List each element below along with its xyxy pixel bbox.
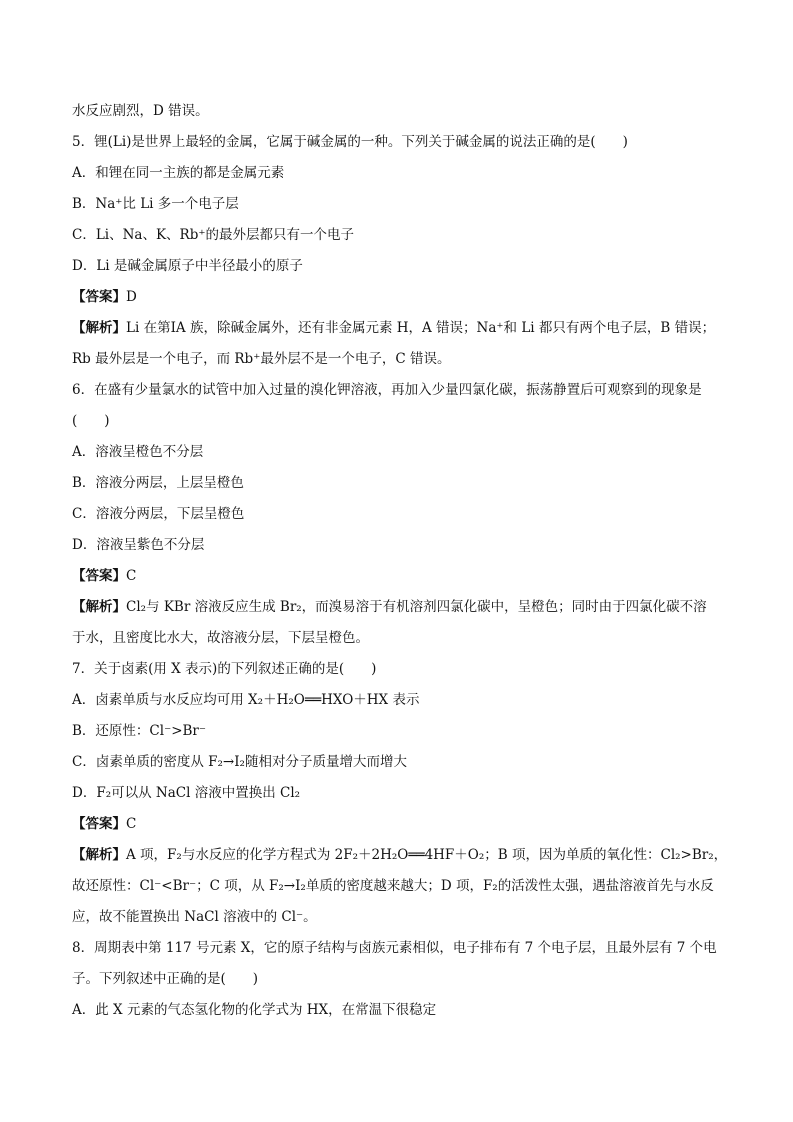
answer-tag: 【答案】 <box>72 289 126 305</box>
answer-tag: 【答案】 <box>72 816 126 832</box>
option-a: A．此 X 元素的气态氢化物的化学式为 HX，在常温下很稳定 <box>72 1002 437 1018</box>
question-6: 6．在盛有少量氯水的试管中加入过量的溴化钾溶液，再加入少量四氯化碳，振荡静置后可观察到的现象是 <box>72 382 702 398</box>
option-d: D．F₂可以从 NaCl 溶液中置换出 Cl₂ <box>72 785 301 801</box>
question-7: 7．关于卤素(用 X 表示)的下列叙述正确的是( ) <box>72 661 377 677</box>
option-a: A．和锂在同一主族的都是金属元素 <box>72 165 285 181</box>
option-c: C．溶液分两层，下层呈橙色 <box>72 506 245 522</box>
text-line: ( ) <box>72 413 110 429</box>
option-c: C．Li、Na、K、Rb⁺的最外层都只有一个电子 <box>72 227 354 243</box>
analysis-tag: 【解析】 <box>72 847 126 863</box>
option-a: A．卤素单质与水反应均可用 X₂＋H₂O══HXO＋HX 表示 <box>72 692 420 708</box>
option-d: D．溶液呈紫色不分层 <box>72 537 205 553</box>
option-b: B．溶液分两层，上层呈橙色 <box>72 475 244 491</box>
answer-line: 【答案】C <box>72 816 137 832</box>
analysis-tag: 【解析】 <box>72 599 126 615</box>
text-line: 故还原性：Cl⁻<Br⁻；C 项，从 F₂→I₂单质的密度越来越大；D 项，F₂的活泼性太强，遇盐溶液首先与水反 <box>72 878 714 894</box>
option-b: B．还原性：Cl⁻>Br⁻ <box>72 723 207 739</box>
analysis-line: 【解析】A 项，F₂与水反应的化学方程式为 2F₂＋2H₂O══4HF＋O₂；B 项，因为单质的氧化性：Cl₂>Br₂， <box>72 847 728 863</box>
analysis-line: 【解析】Li 在第ⅠA 族，除碱金属外，还有非金属元素 H，A 错误；Na⁺和 Li 都只有两个电子层，B 错误； <box>72 320 716 336</box>
text-line: 水反应剧烈，D 错误。 <box>72 103 209 119</box>
question-5: 5．锂(Li)是世界上最轻的金属，它属于碱金属的一种。下列关于碱金属的说法正确的是( ) <box>72 134 628 150</box>
option-d: D．Li 是碱金属原子中半径最小的原子 <box>72 258 303 274</box>
question-8: 8．周期表中第 117 号元素 X，它的原子结构与卤族元素相似，电子排布有 7 个电子层，且最外层有 7 个电 <box>72 940 717 956</box>
text-line: 子。下列叙述中正确的是( ) <box>72 971 259 987</box>
answer-line: 【答案】C <box>72 568 137 584</box>
option-c: C．卤素单质的密度从 F₂→I₂随相对分子质量增大而增大 <box>72 754 407 770</box>
text-line: Rb 最外层是一个电子，而 Rb⁺最外层不是一个电子，C 错误。 <box>72 351 451 367</box>
analysis-line: 【解析】Cl₂与 KBr 溶液反应生成 Br₂，而溴易溶于有机溶剂四氯化碳中，呈橙色；同时由于四氯化碳不溶 <box>72 599 707 615</box>
text-line: 于水，且密度比水大，故溶液分层，下层呈橙色。 <box>72 630 369 646</box>
analysis-tag: 【解析】 <box>72 320 126 336</box>
option-a: A．溶液呈橙色不分层 <box>72 444 204 460</box>
answer-tag: 【答案】 <box>72 568 126 584</box>
text-line: 应，故不能置换出 NaCl 溶液中的 Cl⁻。 <box>72 909 317 925</box>
option-b: B．Na⁺比 Li 多一个电子层 <box>72 196 239 212</box>
answer-line: 【答案】D <box>72 289 137 305</box>
